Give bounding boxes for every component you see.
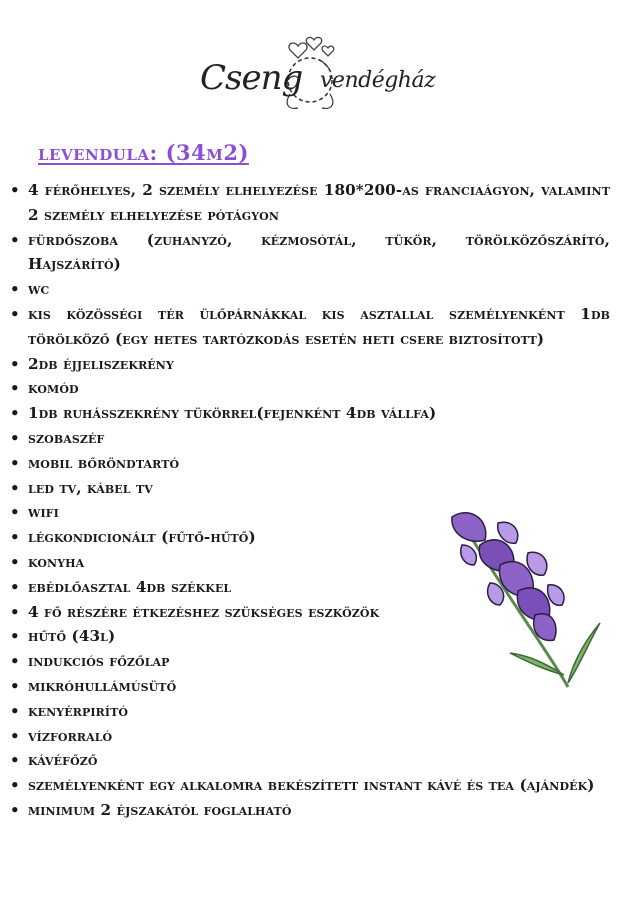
logo xyxy=(190,28,460,118)
page-title: levendula: (34m2) xyxy=(38,140,249,165)
list-item: • légkondicionált (fűtő-hűtő) xyxy=(10,525,610,550)
lavender-icon xyxy=(440,505,610,695)
list-item: • 2db éjjeliszekrény xyxy=(10,352,610,377)
list-item: • kávéfőző xyxy=(10,748,610,773)
list-item: • 1db ruhásszekrény tükörrel(fejenként 4db vállfa) xyxy=(10,401,610,426)
logo-text-right: vendégház xyxy=(320,68,436,93)
list-item: • wifi xyxy=(10,500,610,525)
list-item: • szobaszéf xyxy=(10,426,610,451)
list-item: • hűtő (43l) xyxy=(10,624,610,649)
list-item: • fürdőszoba (zuhanyzó, kézmosótál, tükör, törölközőszárító, Hajszárító) xyxy=(10,228,610,278)
list-item: • indukciós főzőlap xyxy=(10,649,610,674)
list-item: • minimum 2 éjszakától foglalható xyxy=(10,798,610,823)
list-item: • led tv, kábel tv xyxy=(10,476,610,501)
list-item: • vízforraló xyxy=(10,724,610,749)
list-item: • 4 fő részére étkezéshez szükséges eszközök xyxy=(10,600,610,625)
list-item: • konyha xyxy=(10,550,610,575)
list-item: • kis közösségi tér ülőpárnákkal kis asztallal személyenként 1db törölköző (egy hetes tartózkodás esetén heti csere biztosított) xyxy=(10,302,610,352)
list-item: • személyenként egy alkalomra bekészített instant kávé és tea (ajándék) xyxy=(10,773,610,798)
amenity-list xyxy=(10,178,610,823)
list-item: • ebédlőasztal 4db székkel xyxy=(10,575,610,600)
list-item: • kenyérpirító xyxy=(10,699,610,724)
list-item: • wc xyxy=(10,277,610,302)
logo-text-left: Cseng xyxy=(200,58,303,98)
list-item: • mikróhullámúsütő xyxy=(10,674,610,699)
list-item: • komód xyxy=(10,376,610,401)
list-item: • mobil bőröndtartó xyxy=(10,451,610,476)
list-item: • 4 férőhelyes, 2 személy elhelyezése 180*200-as franciaágyon, valamint 2 személy elhelyezése pótágyon xyxy=(10,178,610,228)
